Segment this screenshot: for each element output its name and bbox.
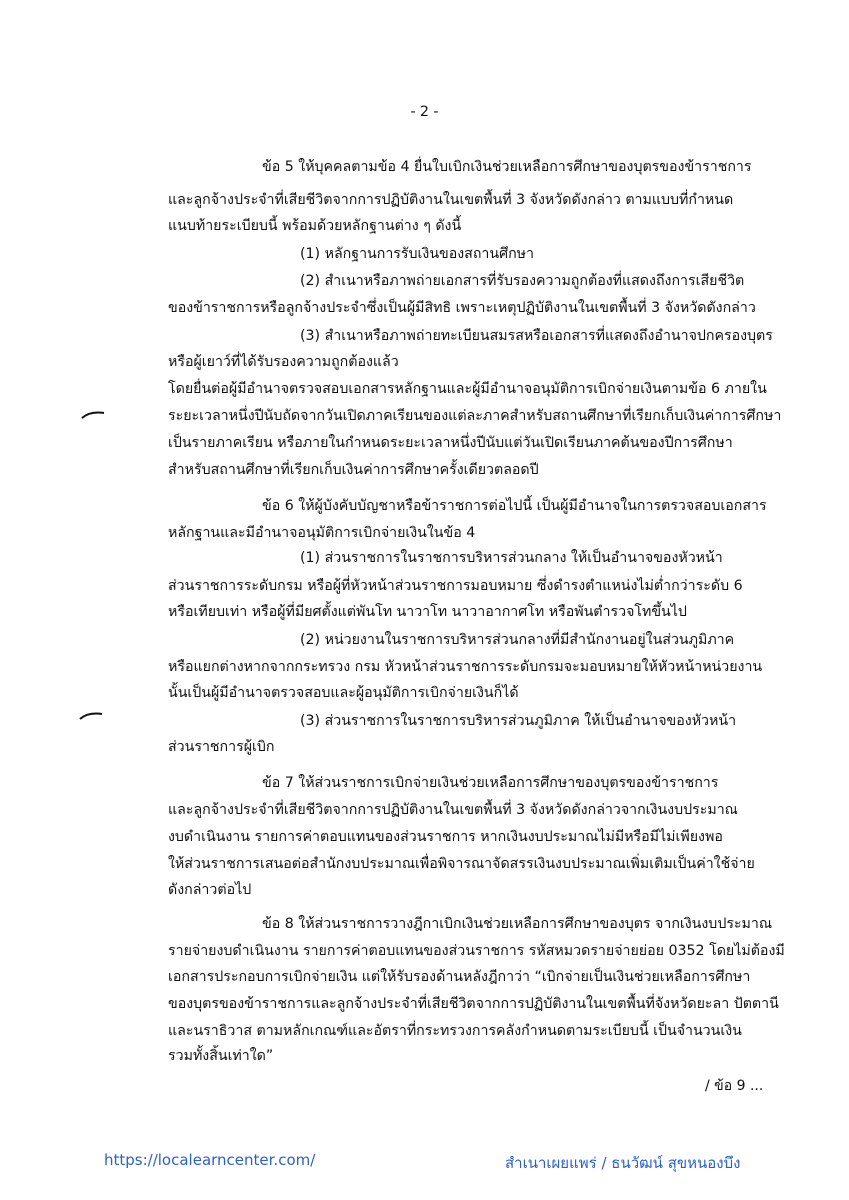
clause-6-item-2-cont-2: นั้นเป็นผู้มีอำนาจตรวจสอบและผู้อนุมัติการเบิกจ่ายเงินก็ได้ [168, 685, 519, 701]
clause-5-item-1: (1) หลักฐานการรับเงินของสถานศึกษา [300, 246, 534, 262]
clause-6-item-3-cont: ส่วนราชการผู้เบิก [168, 739, 275, 755]
clause-5-line-1: ข้อ 5 ให้บุคคลตามข้อ 4 ยื่นใบเบิกเงินช่วยเหลือการศึกษาของบุตรของข้าราชการ [262, 159, 752, 175]
continuation-marker: / ข้อ 9 ... [705, 1078, 764, 1094]
clause-5-item-3: (3) สำเนาหรือภาพถ่ายทะเบียนสมรสหรือเอกสารที่แสดงถึงอำนาจปกครองบุตร [300, 328, 773, 344]
clause-5-item-2-cont: ของข้าราชการหรือลูกจ้างประจำซึ่งเป็นผู้มีสิทธิ เพราะเหตุปฏิบัติงานในเขตพื้นที่ 3 จังหวัดดังกล่าว [168, 300, 756, 316]
clause-8-line-5: และนราธิวาส ตามหลักเกณฑ์และอัตราที่กระทรวงการคลังกำหนดตามระเบียบนี้ เป็นจำนวนเงิน [168, 1023, 742, 1039]
clause-7-line-4: ให้ส่วนราชการเสนอต่อสำนักงบประมาณเพื่อพิจารณาจัดสรรเงินงบประมาณเพิ่มเติมเป็นค่าใช้จ่าย [168, 856, 755, 872]
clause-5-line-2: และลูกจ้างประจำที่เสียชีวิตจากการปฏิบัติงานในเขตพื้นที่ 3 จังหวัดดังกล่าว ตามแบบที่กำหนด [168, 192, 734, 208]
clause-8-line-6: รวมทั้งสิ้นเท่าใด” [168, 1048, 274, 1064]
clause-7-line-3: งบดำเนินงาน รายการค่าตอบแทนของส่วนราชการ หากเงินงบประมาณไม่มีหรือมีไม่เพียงพอ [168, 829, 723, 845]
clause-5-line-7: สำหรับสถานศึกษาที่เรียกเก็บเงินค่าการศึกษาครั้งเดียวตลอดปี [168, 462, 539, 478]
clause-6-line-2: หลักฐานและมีอำนาจอนุมัติการเบิกจ่ายเงินในข้อ 4 [168, 525, 476, 541]
clause-6-item-1-cont-1: ส่วนราชการระดับกรม หรือผู้ที่หัวหน้าส่วนราชการมอบหมาย ซึ่งดำรงตำแหน่งไม่ต่ำกว่าระดับ 6 [168, 578, 743, 594]
clause-6-item-1-cont-2: หรือเทียบเท่า หรือผู้ที่มียศตั้งแต่พันโท นาวาโท นาวาอากาศโท หรือพันตำรวจโทขึ้นไป [168, 604, 687, 620]
clause-6-line-1: ข้อ 6 ให้ผู้บังคับบัญชาหรือข้าราชการต่อไปนี้ เป็นผู้มีอำนาจในการตรวจสอบเอกสาร [262, 498, 767, 514]
clause-6-item-3: (3) ส่วนราชการในราชการบริหารส่วนภูมิภาค ให้เป็นอำนาจของหัวหน้า [300, 713, 737, 729]
clause-8-line-4: ของบุตรของข้าราชการและลูกจ้างประจำที่เสียชีวิตจากการปฏิบัติงานในเขตพื้นที่จังหวัดยะลา ปัตตานี [168, 996, 779, 1012]
page-number: - 2 - [410, 104, 439, 120]
clause-5-line-6: เป็นรายภาคเรียน หรือภายในกำหนดระยะเวลาหนึ่งปีนับแต่วันเปิดเรียนภาคต้นของปีการศึกษา [168, 435, 733, 451]
punch-mark-icon [78, 711, 104, 721]
punch-mark-icon [80, 410, 106, 420]
clause-5-item-3-cont: หรือผู้เยาว์ที่ได้รับรองความถูกต้องแล้ว [168, 354, 399, 370]
clause-5-item-2: (2) สำเนาหรือภาพถ่ายเอกสารที่รับรองความถูกต้องที่แสดงถึงการเสียชีวิต [300, 273, 745, 289]
clause-6-item-1: (1) ส่วนราชการในราชการบริหารส่วนกลาง ให้เป็นอำนาจของหัวหน้า [300, 550, 723, 566]
footer-website-link[interactable]: https://localearncenter.com/ [104, 1151, 316, 1169]
clause-6-item-2: (2) หน่วยงานในราชการบริหารส่วนกลางที่มีสำนักงานอยู่ในส่วนภูมิภาค [300, 632, 735, 648]
clause-7-line-2: และลูกจ้างประจำที่เสียชีวิตจากการปฏิบัติงานในเขตพื้นที่ 3 จังหวัดดังกล่าวจากเงินงบประมาณ [168, 802, 738, 818]
clause-7-line-5: ดังกล่าวต่อไป [168, 882, 252, 898]
footer-credit: สำเนาเผยแพร่ / ธนวัฒน์ สุขหนองบึง [505, 1154, 741, 1172]
clause-8-line-2: รายจ่ายงบดำเนินงาน รายการค่าตอบแทนของส่วนราชการ รหัสหมวดรายจ่ายย่อย 0352 โดยไม่ต้องมี [168, 943, 785, 959]
clause-5-line-5: ระยะเวลาหนึ่งปีนับถัดจากวันเปิดภาคเรียนของแต่ละภาคสำหรับสถานศึกษาที่เรียกเก็บเงินค่าการศึกษา [168, 408, 782, 424]
clause-7-line-1: ข้อ 7 ให้ส่วนราชการเบิกจ่ายเงินช่วยเหลือการศึกษาของบุตรของข้าราชการ [262, 775, 719, 791]
clause-5-line-4: โดยยื่นต่อผู้มีอำนาจตรวจสอบเอกสารหลักฐานและผู้มีอำนาจอนุมัติการเบิกจ่ายเงินตามข้อ 6 ภายใน [168, 381, 767, 397]
clause-5-line-3: แนบท้ายระเบียบนี้ พร้อมด้วยหลักฐานต่าง ๆ ดังนี้ [168, 218, 462, 234]
clause-8-line-3: เอกสารประกอบการเบิกจ่ายเงิน แต่ให้รับรองด้านหลังฎีกาว่า “เบิกจ่ายเป็นเงินช่วยเหลือการศึกษา [168, 969, 751, 985]
clause-6-item-2-cont-1: หรือแยกต่างหากจากกระทรวง กรม หัวหน้าส่วนราชการระดับกรมจะมอบหมายให้หัวหน้าหน่วยงาน [168, 659, 763, 675]
clause-8-line-1: ข้อ 8 ให้ส่วนราชการวางฎีกาเบิกเงินช่วยเหลือการศึกษาของบุตร จากเงินงบประมาณ [262, 916, 773, 932]
